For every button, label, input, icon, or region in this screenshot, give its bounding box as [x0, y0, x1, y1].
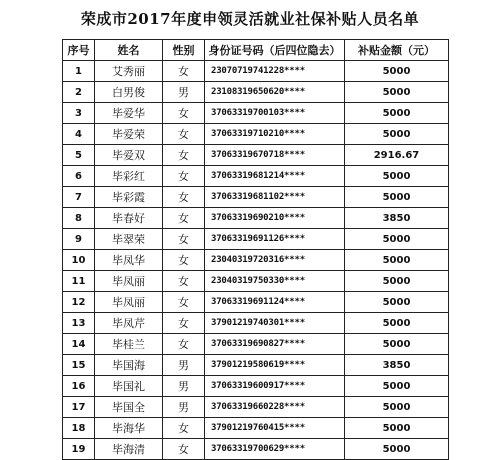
header-id-number: 身份证号码（后四位隐去）	[205, 40, 345, 61]
header-amount: 补贴金额（元）	[345, 40, 449, 61]
cell-sex: 女	[163, 271, 205, 292]
cell-index: 3	[63, 103, 95, 124]
table-row	[63, 418, 449, 439]
cell-id-number: 37063319690210****	[205, 208, 345, 229]
cell-amount: 2916.67	[345, 145, 449, 166]
cell-sex: 女	[163, 145, 205, 166]
table-row	[63, 439, 449, 460]
cell-sex: 女	[163, 103, 205, 124]
cell-sex: 女	[163, 418, 205, 439]
cell-id-number: 23070719741228****	[205, 61, 345, 82]
cell-name: 毕春好	[95, 208, 163, 229]
cell-name: 毕爱荣	[95, 124, 163, 145]
table-row	[63, 61, 449, 82]
table-row	[63, 166, 449, 187]
cell-index: 16	[63, 376, 95, 397]
cell-id-number: 37063319681102****	[205, 187, 345, 208]
cell-amount: 5000	[345, 103, 449, 124]
header-index: 序号	[63, 40, 95, 61]
cell-index: 10	[63, 250, 95, 271]
cell-index: 5	[63, 145, 95, 166]
table-row	[63, 250, 449, 271]
cell-amount: 5000	[345, 334, 449, 355]
cell-name: 毕凤丽	[95, 292, 163, 313]
table-row	[63, 313, 449, 334]
cell-amount: 5000	[345, 313, 449, 334]
cell-sex: 女	[163, 334, 205, 355]
cell-name: 毕国全	[95, 397, 163, 418]
cell-name: 毕彩红	[95, 166, 163, 187]
table-row	[63, 229, 449, 250]
table-row	[63, 271, 449, 292]
cell-index: 18	[63, 418, 95, 439]
cell-name: 毕凤芹	[95, 313, 163, 334]
cell-index: 4	[63, 124, 95, 145]
cell-index: 12	[63, 292, 95, 313]
cell-sex: 女	[163, 187, 205, 208]
cell-name: 毕凤丽	[95, 271, 163, 292]
cell-index: 6	[63, 166, 95, 187]
table-row	[63, 103, 449, 124]
cell-amount: 5000	[345, 166, 449, 187]
cell-sex: 男	[163, 376, 205, 397]
cell-name: 毕彩霞	[95, 187, 163, 208]
cell-id-number: 37063319670718****	[205, 145, 345, 166]
header-sex: 性别	[163, 40, 205, 61]
cell-id-number: 37063319691126****	[205, 229, 345, 250]
cell-amount: 5000	[345, 229, 449, 250]
subsidy-table	[62, 39, 449, 460]
cell-amount: 5000	[345, 376, 449, 397]
cell-sex: 女	[163, 61, 205, 82]
cell-index: 17	[63, 397, 95, 418]
cell-amount: 5000	[345, 418, 449, 439]
cell-name: 毕海清	[95, 439, 163, 460]
cell-sex: 女	[163, 439, 205, 460]
cell-id-number: 37063319690827****	[205, 334, 345, 355]
cell-index: 8	[63, 208, 95, 229]
cell-sex: 男	[163, 355, 205, 376]
cell-name: 毕国礼	[95, 376, 163, 397]
cell-sex: 女	[163, 166, 205, 187]
cell-sex: 女	[163, 229, 205, 250]
cell-name: 毕爱双	[95, 145, 163, 166]
cell-index: 7	[63, 187, 95, 208]
cell-id-number: 23040319750330****	[205, 271, 345, 292]
cell-amount: 3850	[345, 208, 449, 229]
cell-index: 19	[63, 439, 95, 460]
cell-index: 15	[63, 355, 95, 376]
table-row	[63, 355, 449, 376]
table-row	[63, 145, 449, 166]
cell-id-number: 37063319700103****	[205, 103, 345, 124]
cell-sex: 女	[163, 313, 205, 334]
table-row	[63, 397, 449, 418]
cell-amount: 5000	[345, 271, 449, 292]
cell-name: 毕国海	[95, 355, 163, 376]
subsidy-table-container	[62, 39, 448, 460]
cell-sex: 女	[163, 208, 205, 229]
cell-index: 1	[63, 61, 95, 82]
cell-name: 毕桂兰	[95, 334, 163, 355]
cell-name: 白男俊	[95, 82, 163, 103]
table-header-row	[63, 40, 449, 61]
header-name: 姓名	[95, 40, 163, 61]
cell-id-number: 37063319710210****	[205, 124, 345, 145]
cell-sex: 男	[163, 82, 205, 103]
cell-amount: 5000	[345, 61, 449, 82]
cell-id-number: 37901219760415****	[205, 418, 345, 439]
cell-amount: 5000	[345, 439, 449, 460]
cell-id-number: 37901219580619****	[205, 355, 345, 376]
cell-id-number: 37063319691124****	[205, 292, 345, 313]
table-row	[63, 208, 449, 229]
cell-amount: 5000	[345, 124, 449, 145]
cell-id-number: 37063319681214****	[205, 166, 345, 187]
table-body	[63, 61, 449, 460]
cell-sex: 女	[163, 292, 205, 313]
document-title: 荣成市2017年度申领灵活就业社保补贴人员名单	[80, 10, 420, 28]
table-row	[63, 124, 449, 145]
cell-id-number: 37063319600917****	[205, 376, 345, 397]
table-row	[63, 82, 449, 103]
cell-id-number: 37901219740301****	[205, 313, 345, 334]
cell-name: 艾秀丽	[95, 61, 163, 82]
cell-amount: 5000	[345, 187, 449, 208]
cell-index: 11	[63, 271, 95, 292]
cell-amount: 3850	[345, 355, 449, 376]
cell-index: 14	[63, 334, 95, 355]
cell-index: 9	[63, 229, 95, 250]
table-row	[63, 376, 449, 397]
table-row	[63, 334, 449, 355]
cell-id-number: 23108319650620****	[205, 82, 345, 103]
cell-index: 2	[63, 82, 95, 103]
cell-sex: 女	[163, 124, 205, 145]
cell-id-number: 37063319660228****	[205, 397, 345, 418]
cell-index: 13	[63, 313, 95, 334]
cell-amount: 5000	[345, 250, 449, 271]
cell-amount: 5000	[345, 82, 449, 103]
table-row	[63, 292, 449, 313]
table-row	[63, 187, 449, 208]
cell-name: 毕翠荣	[95, 229, 163, 250]
cell-id-number: 23040319720316****	[205, 250, 345, 271]
cell-name: 毕爱华	[95, 103, 163, 124]
cell-sex: 女	[163, 250, 205, 271]
cell-amount: 5000	[345, 292, 449, 313]
cell-amount: 5000	[345, 397, 449, 418]
cell-name: 毕海华	[95, 418, 163, 439]
cell-id-number: 37063319700629****	[205, 439, 345, 460]
cell-sex: 男	[163, 397, 205, 418]
cell-name: 毕凤华	[95, 250, 163, 271]
